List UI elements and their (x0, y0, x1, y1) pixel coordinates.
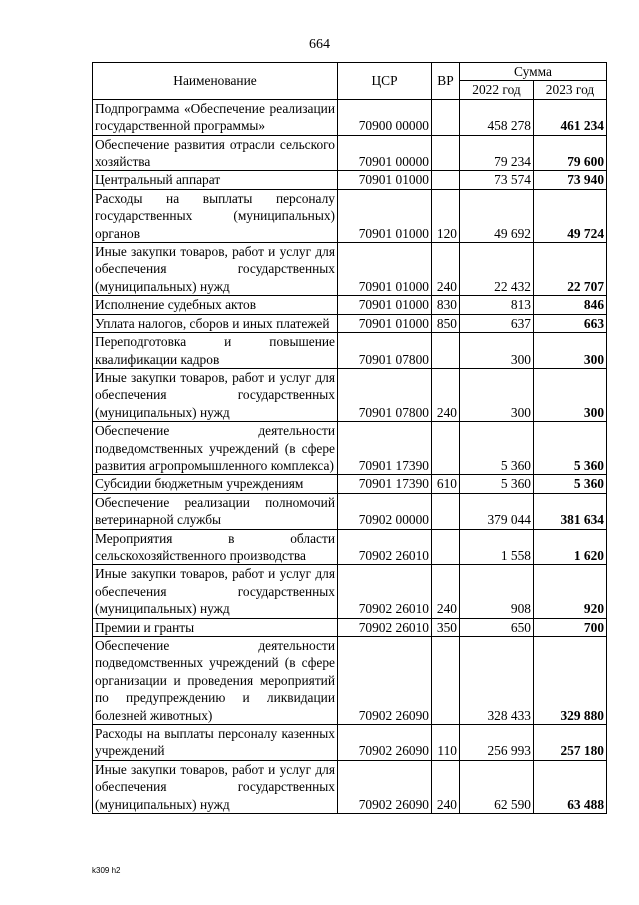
page-number: 664 (309, 37, 330, 52)
table-row (93, 725, 607, 761)
row-sum-2022: 300 (460, 368, 534, 421)
row-csr: 70900 00000 (338, 99, 432, 135)
row-vr: 240 (432, 565, 460, 618)
table-row (93, 475, 607, 493)
row-sum-2022: 73 574 (460, 171, 534, 189)
row-vr (432, 637, 460, 725)
row-sum-2023: 381 634 (534, 493, 607, 529)
row-name: Расходы на выплаты персоналу казенных учреждений (93, 725, 338, 761)
row-csr: 70901 01000 (338, 189, 432, 242)
row-name: Премии и гранты (93, 618, 338, 636)
row-vr (432, 422, 460, 475)
row-name: Иные закупки товаров, работ и услуг для обеспечения государственных (муниципальных) нужд (93, 243, 338, 296)
row-csr: 70902 26010 (338, 618, 432, 636)
header-year-2023: 2023 год (534, 81, 607, 99)
row-sum-2022: 458 278 (460, 99, 534, 135)
row-vr: 240 (432, 760, 460, 813)
row-name: Иные закупки товаров, работ и услуг для обеспечения государственных (муниципальных) нужд (93, 760, 338, 813)
row-name: Уплата налогов, сборов и иных платежей (93, 314, 338, 332)
row-name: Обеспечение деятельности подведомственных учреждений (в сфере организации и проведения мероприятий по предупреждению и ликвидации болезней животных) (93, 637, 338, 725)
row-sum-2023: 461 234 (534, 99, 607, 135)
row-sum-2022: 650 (460, 618, 534, 636)
table-row (93, 565, 607, 618)
row-sum-2023: 846 (534, 296, 607, 314)
table-row (93, 189, 607, 242)
table-row (93, 135, 607, 171)
row-csr: 70902 26090 (338, 760, 432, 813)
row-name: Иные закупки товаров, работ и услуг для обеспечения государственных (муниципальных) нужд (93, 368, 338, 421)
row-vr: 350 (432, 618, 460, 636)
header-sum: Сумма (460, 63, 607, 81)
row-vr (432, 529, 460, 565)
table-row (93, 760, 607, 813)
row-sum-2022: 379 044 (460, 493, 534, 529)
row-name: Расходы на выплаты персоналу государственных (муниципальных) органов (93, 189, 338, 242)
row-sum-2023: 257 180 (534, 725, 607, 761)
row-sum-2022: 256 993 (460, 725, 534, 761)
row-sum-2022: 62 590 (460, 760, 534, 813)
header-name: Наименование (93, 63, 338, 100)
row-csr: 70901 07800 (338, 368, 432, 421)
row-vr (432, 99, 460, 135)
row-vr: 120 (432, 189, 460, 242)
row-vr: 830 (432, 296, 460, 314)
row-vr: 240 (432, 243, 460, 296)
row-name: Центральный аппарат (93, 171, 338, 189)
row-vr (432, 135, 460, 171)
row-sum-2023: 1 620 (534, 529, 607, 565)
budget-table (92, 62, 607, 814)
row-vr (432, 493, 460, 529)
row-csr: 70901 01000 (338, 314, 432, 332)
table-row (93, 99, 607, 135)
row-name: Субсидии бюджетным учреждениям (93, 475, 338, 493)
row-vr: 110 (432, 725, 460, 761)
row-sum-2022: 328 433 (460, 637, 534, 725)
table-row (93, 243, 607, 296)
row-sum-2022: 813 (460, 296, 534, 314)
table-row (93, 618, 607, 636)
table-row (93, 296, 607, 314)
table-row (93, 314, 607, 332)
row-vr: 850 (432, 314, 460, 332)
row-csr: 70901 17390 (338, 422, 432, 475)
row-name: Иные закупки товаров, работ и услуг для обеспечения государственных (муниципальных) нужд (93, 565, 338, 618)
row-sum-2022: 300 (460, 333, 534, 369)
row-sum-2023: 63 488 (534, 760, 607, 813)
row-sum-2022: 5 360 (460, 422, 534, 475)
table-row (93, 333, 607, 369)
row-sum-2023: 5 360 (534, 422, 607, 475)
row-sum-2022: 79 234 (460, 135, 534, 171)
row-sum-2023: 22 707 (534, 243, 607, 296)
table-body (93, 99, 607, 813)
row-sum-2022: 49 692 (460, 189, 534, 242)
row-csr: 70901 00000 (338, 135, 432, 171)
row-csr: 70902 00000 (338, 493, 432, 529)
row-sum-2023: 49 724 (534, 189, 607, 242)
row-name: Исполнение судебных актов (93, 296, 338, 314)
row-vr (432, 333, 460, 369)
row-sum-2023: 300 (534, 368, 607, 421)
row-name: Обеспечение развития отрасли сельского хозяйства (93, 135, 338, 171)
row-csr: 70902 26090 (338, 725, 432, 761)
table-row (93, 637, 607, 725)
table-row (93, 368, 607, 421)
row-sum-2023: 663 (534, 314, 607, 332)
table-row (93, 529, 607, 565)
footer-code: k309 h2 (92, 866, 121, 875)
row-vr (432, 171, 460, 189)
row-sum-2022: 5 360 (460, 475, 534, 493)
row-name: Обеспечение деятельности подведомственных учреждений (в сфере развития агропромышленного комплекса) (93, 422, 338, 475)
row-name: Мероприятия в области сельскохозяйственного производства (93, 529, 338, 565)
row-name: Подпрограмма «Обеспечение реализации государственной программы» (93, 99, 338, 135)
row-vr: 610 (432, 475, 460, 493)
row-csr: 70902 26010 (338, 565, 432, 618)
row-csr: 70901 01000 (338, 171, 432, 189)
header-year-2022: 2022 год (460, 81, 534, 99)
table-row (93, 171, 607, 189)
row-sum-2023: 329 880 (534, 637, 607, 725)
row-csr: 70901 01000 (338, 243, 432, 296)
row-name: Переподготовка и повышение квалификации кадров (93, 333, 338, 369)
table-row (93, 493, 607, 529)
row-sum-2022: 637 (460, 314, 534, 332)
row-sum-2022: 1 558 (460, 529, 534, 565)
row-sum-2023: 79 600 (534, 135, 607, 171)
row-sum-2022: 22 432 (460, 243, 534, 296)
row-sum-2022: 908 (460, 565, 534, 618)
header-vr: ВР (432, 63, 460, 100)
row-sum-2023: 73 940 (534, 171, 607, 189)
row-sum-2023: 700 (534, 618, 607, 636)
row-csr: 70902 26010 (338, 529, 432, 565)
row-vr: 240 (432, 368, 460, 421)
row-csr: 70901 01000 (338, 296, 432, 314)
row-csr: 70902 26090 (338, 637, 432, 725)
row-csr: 70901 17390 (338, 475, 432, 493)
row-name: Обеспечение реализации полномочий ветеринарной службы (93, 493, 338, 529)
row-csr: 70901 07800 (338, 333, 432, 369)
table-row (93, 422, 607, 475)
header-csr: ЦСР (338, 63, 432, 100)
row-sum-2023: 920 (534, 565, 607, 618)
row-sum-2023: 300 (534, 333, 607, 369)
row-sum-2023: 5 360 (534, 475, 607, 493)
